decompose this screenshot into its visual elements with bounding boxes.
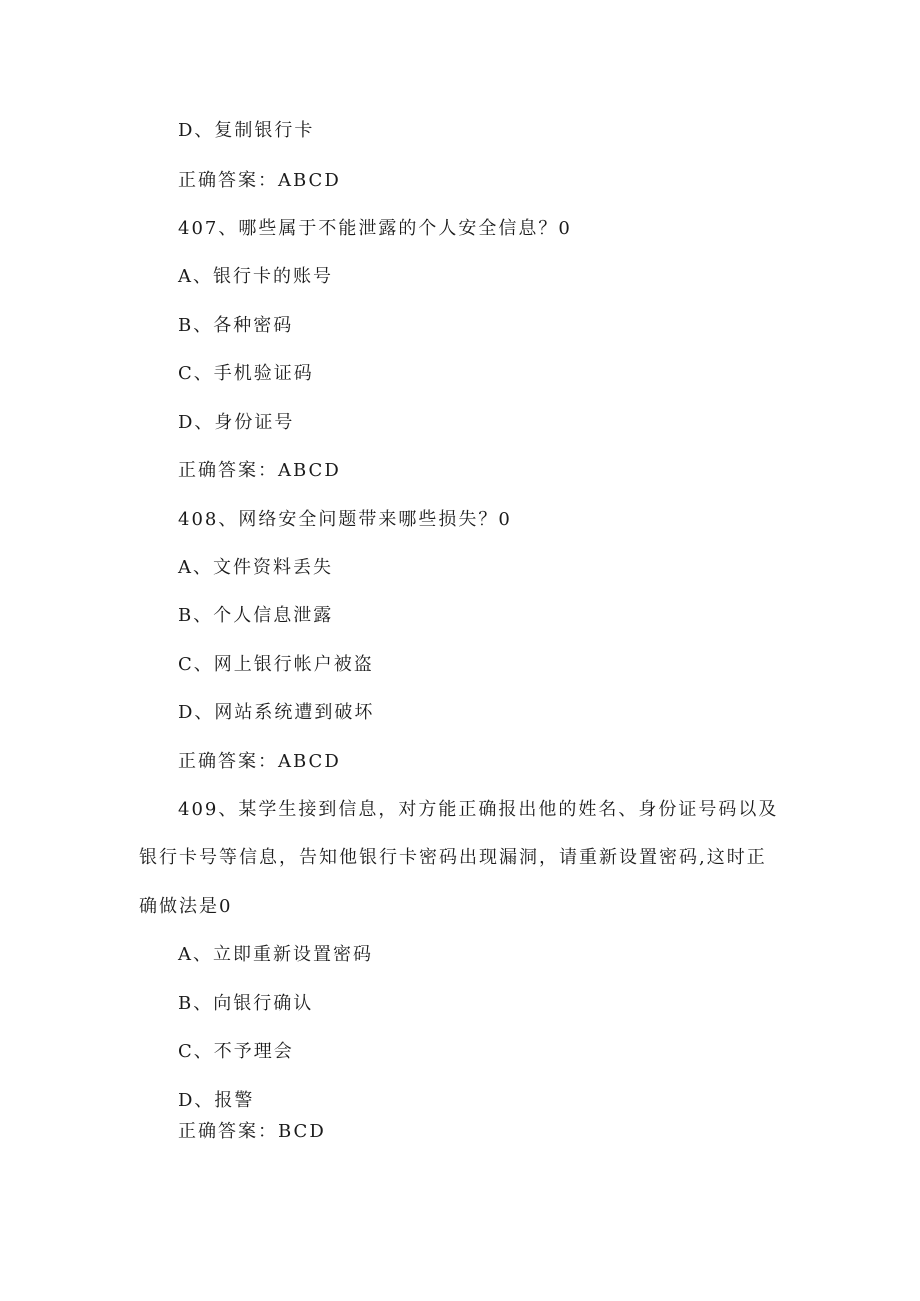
- q409-question-line-3: 确做法是0: [139, 896, 233, 917]
- q409-question-line-1: 409、某学生接到信息，对方能正确报出他的姓名、身份证号码以及: [178, 799, 779, 820]
- q409-option-a: A、立即重新设置密码: [178, 944, 373, 965]
- q408-option-d: D、网站系统遭到破坏: [178, 702, 375, 723]
- q408-option-b: B、个人信息泄露: [178, 605, 334, 626]
- q408-answer: 正确答案：ABCD: [178, 751, 341, 772]
- q409-question-line-2: 银行卡号等信息，告知他银行卡密码出现漏洞，请重新设置密码,这时正: [139, 847, 767, 868]
- q406-answer: 正确答案：ABCD: [178, 170, 341, 191]
- q407-option-c: C、手机验证码: [178, 363, 314, 384]
- q407-question: 407、哪些属于不能泄露的个人安全信息？0: [178, 218, 572, 239]
- q409-answer: 正确答案：BCD: [178, 1121, 326, 1142]
- q407-option-d: D、身份证号: [178, 412, 295, 433]
- q409-option-c: C、不予理会: [178, 1041, 294, 1062]
- q409-option-b: B、向银行确认: [178, 993, 314, 1014]
- q409-option-d: D、报警: [178, 1090, 255, 1111]
- q407-answer: 正确答案：ABCD: [178, 460, 341, 481]
- q408-option-a: A、文件资料丢失: [178, 557, 333, 578]
- q407-option-a: A、银行卡的账号: [178, 266, 333, 287]
- q407-option-b: B、各种密码: [178, 315, 294, 336]
- q406-option-d: D、复制银行卡: [178, 120, 315, 141]
- q408-question: 408、网络安全问题带来哪些损失？0: [178, 509, 512, 530]
- q408-option-c: C、网上银行帐户被盗: [178, 654, 374, 675]
